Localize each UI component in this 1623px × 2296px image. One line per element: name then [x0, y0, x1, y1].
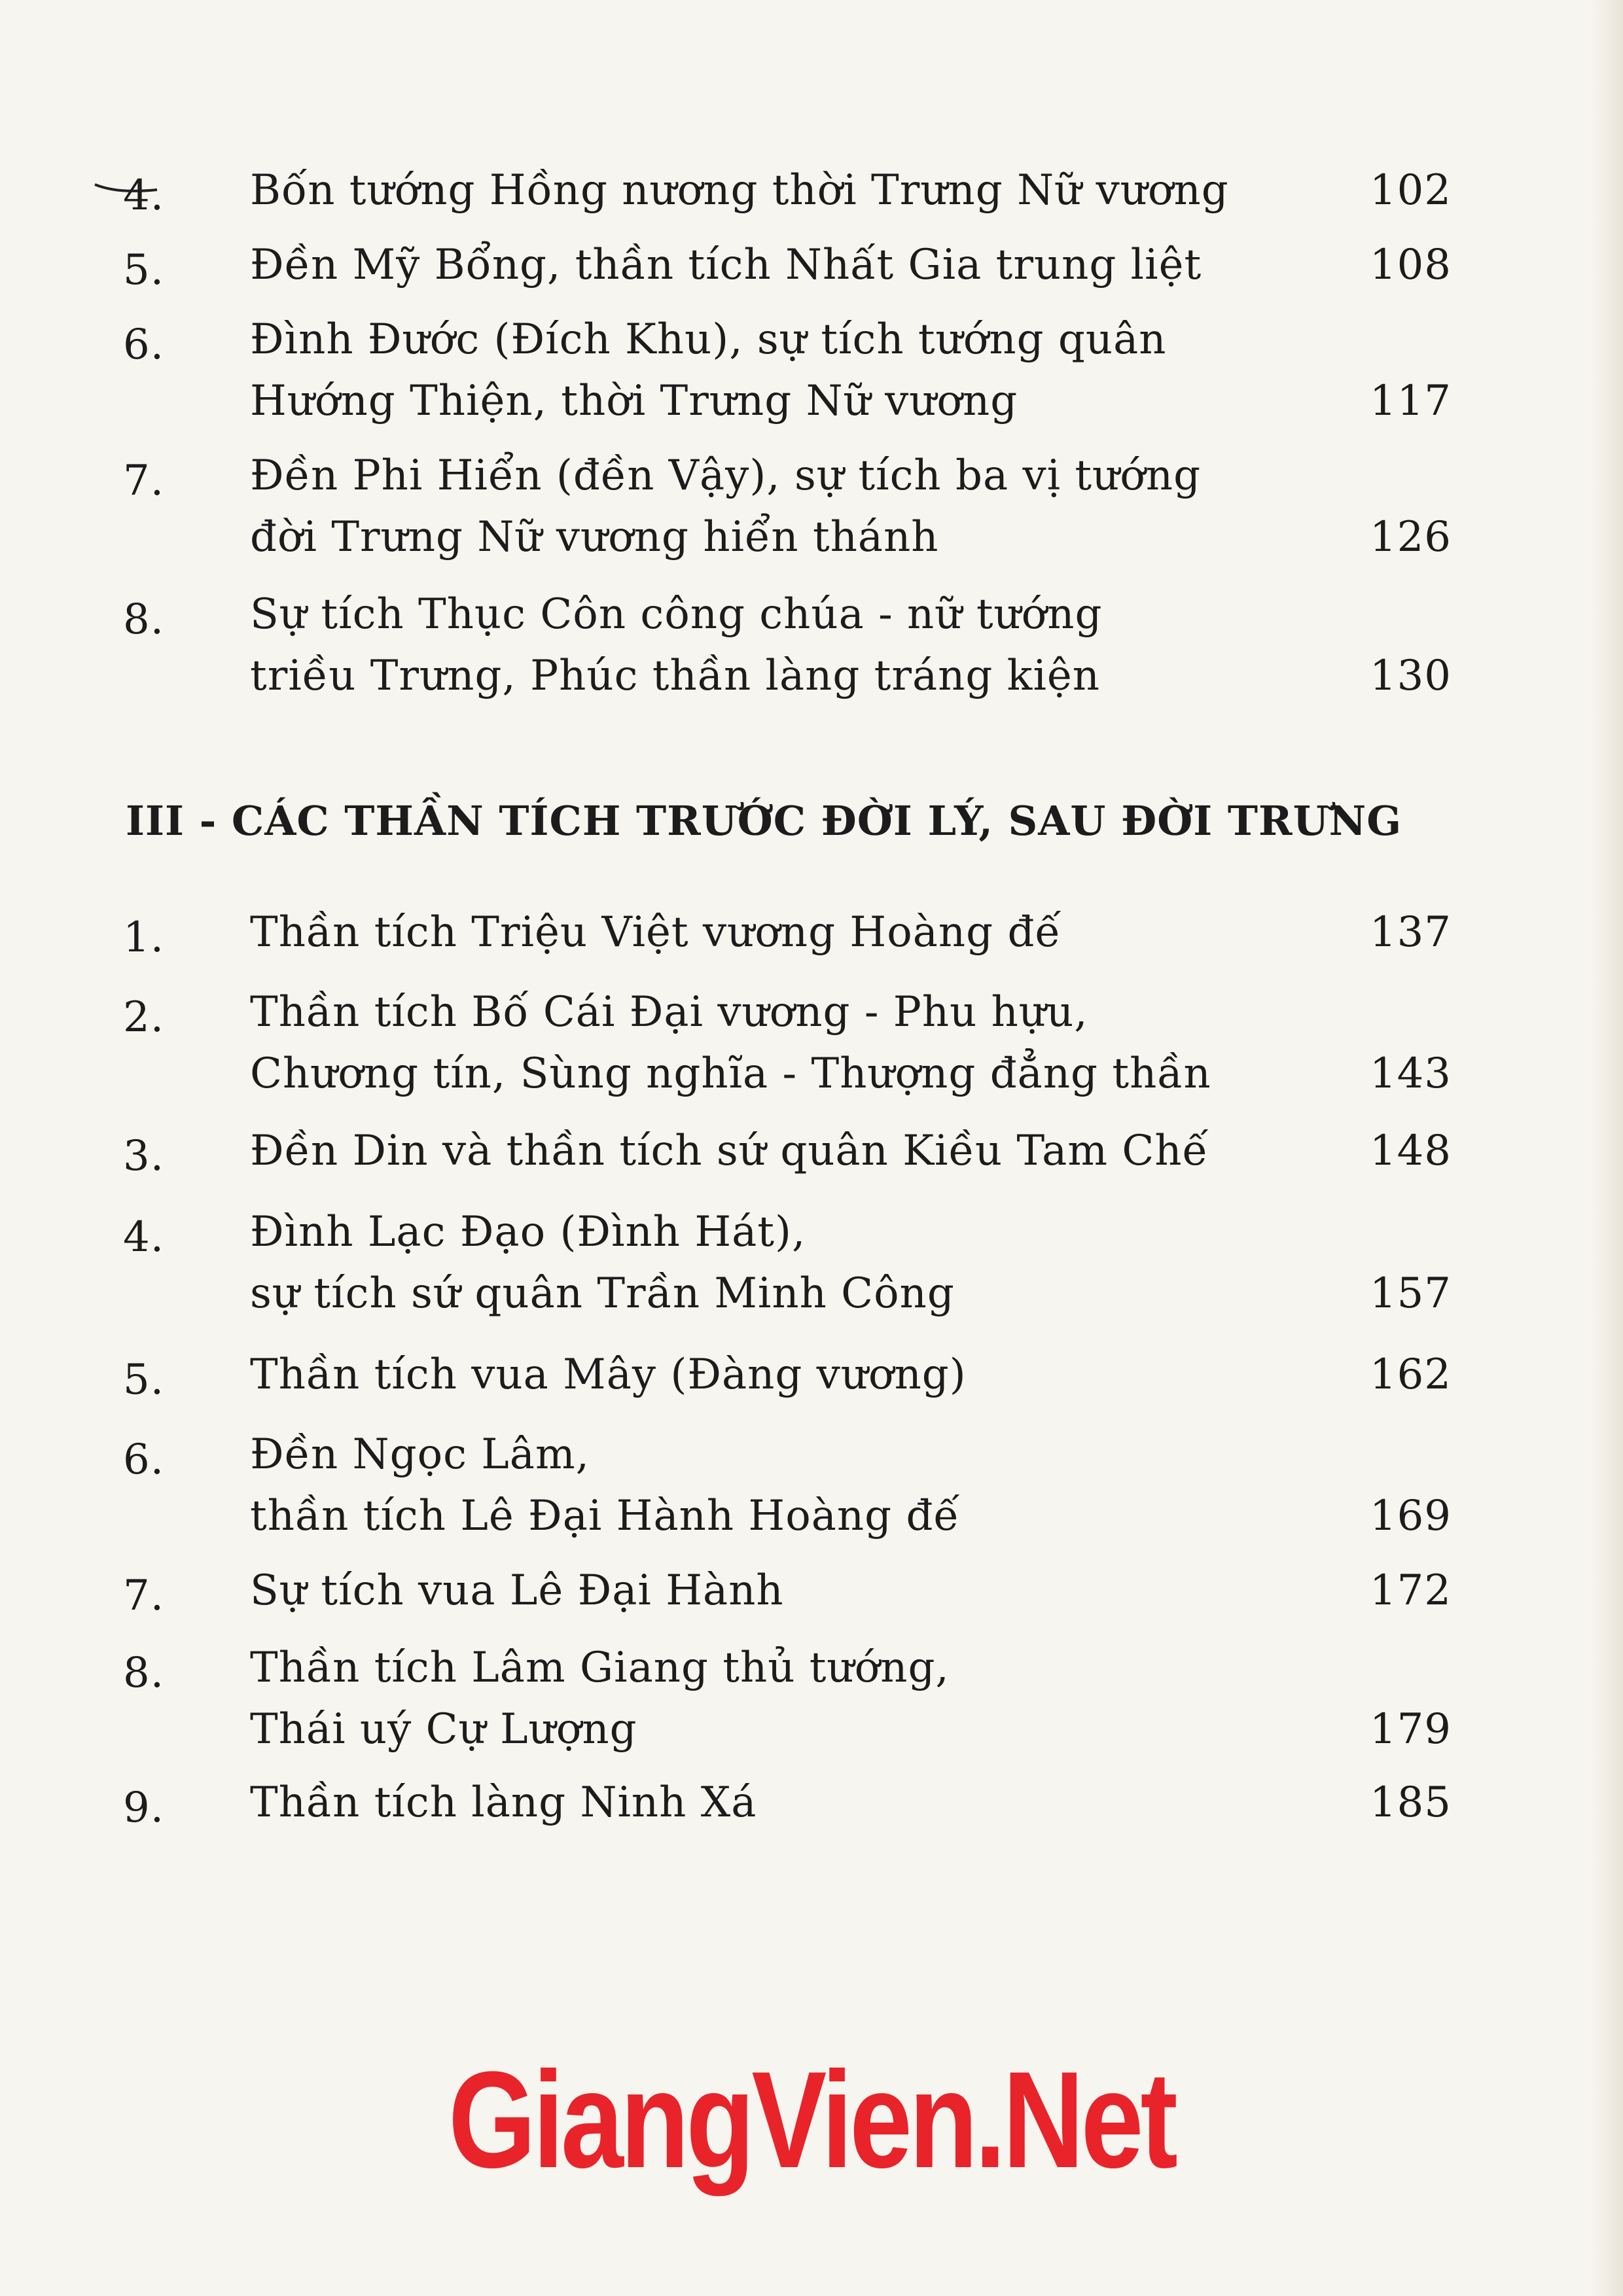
entry-page-number: 157: [1369, 1269, 1452, 1318]
watermark-logo: GiangVien.Net: [448, 2043, 1175, 2197]
section-heading: III - CÁC THẦN TÍCH TRƯỚC ĐỜI LÝ, SAU ĐỜI TRƯNG: [126, 797, 1402, 845]
entry-title-line: Đền Phi Hiển (đền Vậy), sự tích ba vị tướng: [250, 451, 1202, 500]
entry-title: [250, 981, 1323, 1104]
entry-number: 9.: [123, 1784, 165, 1832]
entry-title-line: Thần tích vua Mây (Đàng vương): [250, 1351, 967, 1399]
entry-title-line: Thần tích Bố Cái Đại vương - Phu hựu,: [250, 988, 1088, 1036]
entry-number: 7.: [123, 457, 165, 505]
entry-title: [250, 445, 1323, 568]
entry-page-number: 179: [1369, 1705, 1452, 1754]
entry-title-line: Thần tích làng Ninh Xá: [250, 1778, 757, 1827]
entry-title: [250, 1201, 1323, 1324]
entry-title: [250, 1560, 1323, 1621]
entry-title-line: Đình Lạc Đạo (Đình Hát),: [250, 1208, 806, 1256]
entry-page-number: 143: [1369, 1050, 1452, 1098]
entry-title-line: Sự tích vua Lê Đại Hành: [250, 1566, 784, 1615]
entry-title-line: Thái uý Cự Lượng: [250, 1705, 637, 1754]
entry-title-line: đời Trưng Nữ vương hiển thánh: [250, 513, 939, 561]
entry-title: [250, 1637, 1323, 1760]
entry-page-number: 130: [1369, 652, 1452, 700]
entry-title: [250, 1772, 1323, 1833]
entry-number: 6.: [123, 321, 165, 369]
page-edge: [1590, 0, 1623, 2296]
entry-title: [250, 902, 1323, 963]
entry-title: [250, 1424, 1323, 1547]
entry-title-line: sự tích sứ quân Trần Minh Công: [250, 1269, 955, 1318]
entry-number: 4.: [123, 1213, 165, 1262]
entry-number: 6.: [123, 1436, 165, 1484]
entry-title-line: thần tích Lê Đại Hành Hoàng đế: [250, 1492, 960, 1540]
entry-page-number: 162: [1369, 1351, 1452, 1399]
entry-title-line: Chương tín, Sùng nghĩa - Thượng đẳng thần: [250, 1050, 1211, 1098]
entry-page-number: 102: [1369, 166, 1452, 215]
entry-title-line: Bốn tướng Hồng nương thời Trưng Nữ vương: [250, 166, 1229, 215]
entry-title: [250, 1120, 1323, 1182]
entry-title: [250, 234, 1323, 296]
entry-title-line: Đền Ngọc Lâm,: [250, 1430, 590, 1479]
entry-number: 5.: [123, 246, 165, 294]
entry-number: 8.: [123, 595, 165, 644]
entry-title: [250, 160, 1323, 221]
entry-page-number: 172: [1369, 1566, 1452, 1615]
entry-title: [250, 1344, 1323, 1405]
entry-title-line: Đền Mỹ Bổng, thần tích Nhất Gia trung liệt: [250, 241, 1202, 289]
entry-title-line: Đình Đước (Đích Khu), sự tích tướng quân: [250, 315, 1167, 364]
entry-page-number: 108: [1369, 241, 1452, 289]
entry-page-number: 148: [1369, 1127, 1452, 1175]
entry-number: 3.: [123, 1132, 165, 1180]
entry-title-line: Đền Din và thần tích sứ quân Kiều Tam Chế: [250, 1127, 1209, 1175]
entry-page-number: 185: [1369, 1778, 1452, 1827]
entry-number: 5.: [123, 1356, 165, 1404]
entry-number: 4.: [123, 171, 165, 220]
entry-number: 7.: [123, 1572, 165, 1620]
entry-page-number: 137: [1369, 908, 1452, 957]
entry-title-line: Hướng Thiện, thời Trưng Nữ vương: [250, 377, 1018, 425]
entry-page-number: 126: [1369, 513, 1452, 561]
entry-page-number: 117: [1369, 377, 1452, 425]
entry-title-line: Thần tích Lâm Giang thủ tướng,: [250, 1644, 950, 1692]
entry-title-line: Thần tích Triệu Việt vương Hoàng đế: [250, 908, 1061, 957]
entry-number: 8.: [123, 1649, 165, 1697]
entry-title-line: Sự tích Thục Côn công chúa - nữ tướng: [250, 590, 1103, 639]
entry-number: 2.: [123, 993, 165, 1042]
entry-page-number: 169: [1369, 1492, 1452, 1540]
entry-number: 1.: [123, 913, 165, 962]
entry-title-line: triều Trưng, Phúc thần làng tráng kiện: [250, 652, 1100, 700]
entry-title: [250, 309, 1323, 432]
entry-title: [250, 584, 1323, 707]
